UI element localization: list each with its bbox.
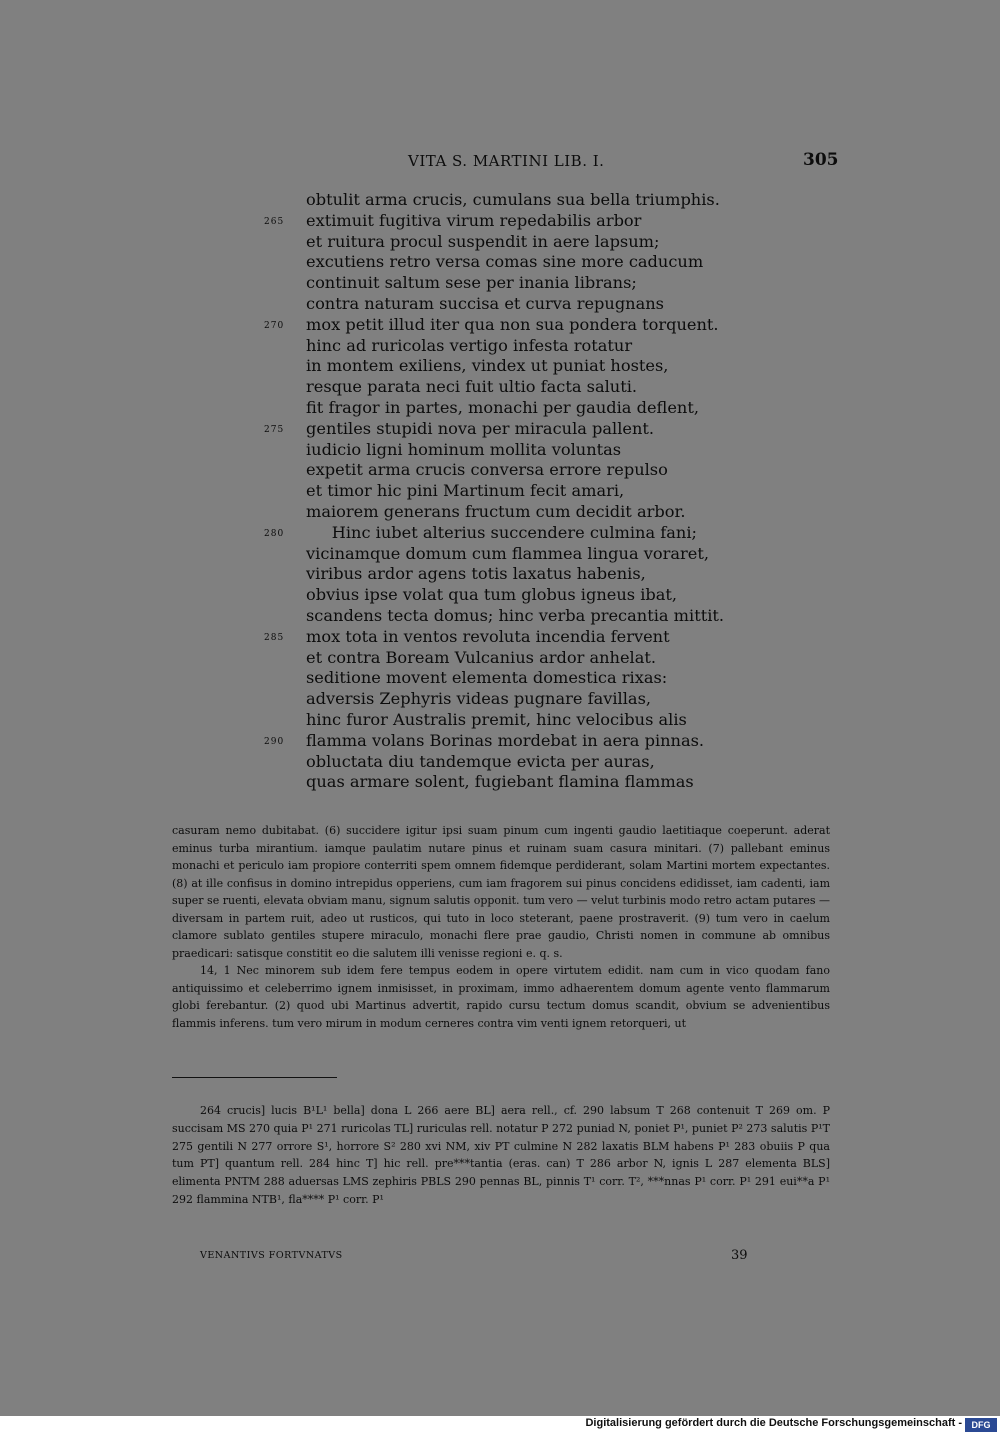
verse-number: 290 xyxy=(264,736,285,747)
verse-line xyxy=(0,419,1000,440)
verse-number: 265 xyxy=(264,216,285,227)
verse-text: fit fragor in partes, monachi per gaudia deflent, xyxy=(306,398,699,417)
page-number: 305 xyxy=(803,150,839,170)
verse-line xyxy=(0,585,1000,606)
verse-line xyxy=(0,252,1000,273)
verse-text: hinc ad ruricolas vertigo infesta rotatur xyxy=(306,335,633,355)
verse-line xyxy=(0,398,1000,419)
verse-line xyxy=(0,440,1000,461)
funding-footer xyxy=(0,1416,1000,1434)
verse-text: iudicio ligni hominum mollita voluntas xyxy=(306,439,622,459)
verse-text: mox petit illud iter qua non sua pondera torquent. xyxy=(306,314,719,334)
verse-text: viribus ardor agens totis laxatus habenis, xyxy=(306,564,646,584)
verse-text: et contra Boream Vulcanius ardor anhelat. xyxy=(306,647,657,667)
verse-text: in montem exiliens, vindex ut puniat hostes, xyxy=(306,356,669,376)
verse-text: obtulit arma crucis, cumulans sua bella triumphis. xyxy=(306,190,720,209)
verse-line xyxy=(0,772,1000,793)
verse-line xyxy=(0,211,1000,232)
verse-line xyxy=(0,606,1000,627)
verse-text: et ruitura procul suspendit in aere lapsum; xyxy=(306,231,660,251)
verse-line xyxy=(0,710,1000,731)
commentary xyxy=(172,822,830,1032)
verse-text: obvius ipse volat qua tum globus igneus ibat, xyxy=(306,585,678,605)
verse-line xyxy=(0,481,1000,502)
verse-line xyxy=(0,731,1000,752)
verse-number: 285 xyxy=(264,632,285,643)
verse-line xyxy=(0,294,1000,315)
verse-line xyxy=(0,668,1000,689)
verse-line xyxy=(0,336,1000,357)
verse-text: maiorem generans fructum cum decidit arbor. xyxy=(306,502,686,521)
funding-text: Digitalisierung gefördert durch die Deutsche Forschungsgemeinschaft - xyxy=(585,1417,962,1429)
verse-line xyxy=(0,377,1000,398)
running-title: VITA S. MARTINI LIB. I. xyxy=(408,152,605,170)
verse-line xyxy=(0,273,1000,294)
verse-text: gentiles stupidi nova per miracula pallent. xyxy=(306,418,655,438)
verse-text: obluctata diu tandemque evicta per auras, xyxy=(306,751,655,771)
verse-number: 280 xyxy=(264,528,285,539)
verse-line xyxy=(0,460,1000,481)
verse-line xyxy=(0,315,1000,336)
verse-line xyxy=(0,544,1000,565)
verse-text: flamma volans Borinas mordebat in aera pinnas. xyxy=(306,730,705,750)
verse-text: vicinamque domum cum flammea lingua voraret, xyxy=(306,543,710,563)
commentary-paragraph: casuram nemo dubitabat. (6) succidere igitur ipsi suam pinum cum ingenti gaudio laetitiaque coeperunt. aderat eminus turba mirantium. iamque paulatim nutare pinus et ruinam suam casura minitari. (7) pallebant eminus monachi et periculo iam propiore conterriti spem omnem fidemque perdiderant, solam Martini mortem expectantes. (8) at ille confisus in domino intrepidus opperiens, cum iam fragorem sui pinus concidens edidisset, iam cadenti, iam super se ruenti, elevata obviam manu, signum salutis opponit. tum vero — velut turbinis modo retro actam putares — diversam in partem ruit, adeo ut rusticos, qui tuto in loco steterant, paene prostraverit. (9) tum vero in caelum clamore sublato gentiles stupere miraculo, monachi flere prae gaudio, Christi nomen in commune ab omnibus praedicari: satisque constitit eo die salutem illi venisse regioni e. q. s. xyxy=(172,824,830,960)
verse-line xyxy=(0,523,1000,544)
signature-author: VENANTIVS FORTVNATVS xyxy=(200,1250,343,1261)
verse-line xyxy=(0,627,1000,648)
verse-line xyxy=(0,689,1000,710)
verse-text: excutiens retro versa comas sine more caducum xyxy=(306,252,704,272)
verse-number: 275 xyxy=(264,424,285,435)
critical-apparatus: 264 crucis] lucis B¹L¹ bella] dona L 266 aere BL] aera rell., cf. 290 labsum T 268 contenuit T 269 om. P succisam MS 270 quia P¹ 271 ruricolas TL] ruriculas rell. notatur P 272 puniad N, poniet P¹, puniet P² 273 salutis P¹T 275 gentili N 277 orrore S¹, horrore S² 280 xvi NM, xiv PT culmine N 282 laxatis BLM habens P¹ 283 obuiis P qua tum PT] quantum rell. 284 hinc T] hic rell. pre***tantia (eras. can) T 286 arbor N, ignis L 287 elementa BLS] elimenta PNTM 288 aduersas LMS zephiris PBLS 290 pennas BL, pinnis T¹ corr. T², ***nnas P¹ corr. P¹ 291 eui**a P¹ 292 flammina NTB¹, fla**** P¹ corr. P¹ xyxy=(172,1104,830,1206)
verse-text: continuit saltum sese per inania librans; xyxy=(306,273,637,293)
verse-line xyxy=(0,190,1000,211)
verse-line xyxy=(0,564,1000,585)
page-header xyxy=(0,152,1000,174)
verse-line xyxy=(0,232,1000,253)
signature-number: 39 xyxy=(731,1248,748,1263)
footnote-rule xyxy=(172,1077,337,1078)
verse-text: scandens tecta domus; hinc verba precantia mittit. xyxy=(306,606,725,625)
verse-text: resque parata neci fuit ultio facta saluti. xyxy=(306,377,638,397)
verse-text: quas armare solent, fugiebant flamina flammas xyxy=(306,772,694,792)
verse-line xyxy=(0,356,1000,377)
verse-text: et timor hic pini Martinum fecit amari, xyxy=(306,481,625,501)
verse-line xyxy=(0,502,1000,523)
verse-line xyxy=(0,752,1000,773)
printer-signature xyxy=(0,1248,1000,1268)
verse-text: adversis Zephyris videas pugnare favillas, xyxy=(306,689,652,709)
dfg-logo: DFG xyxy=(965,1418,997,1432)
verse-text: seditione movent elementa domestica rixas: xyxy=(306,668,668,688)
verse-line xyxy=(0,648,1000,669)
verse-number: 270 xyxy=(264,320,285,331)
verse-text: extimuit fugitiva virum repedabilis arbor xyxy=(306,210,642,230)
verse-text: expetit arma crucis conversa errore repulso xyxy=(306,460,668,480)
verse-text: contra naturam succisa et curva repugnans xyxy=(306,294,664,313)
commentary-paragraph: 14, 1 Nec minorem sub idem fere tempus eodem in opere virtutem edidit. nam cum in vico quodam fano antiquissimo et celeberrimo ignem inmisisset, in proximam, immo adhaerentem domum agente vento flammarum globi ferebantur. (2) quod ubi Martinus advertit, rapido cursu tectum domus scandit, obvium se advenientibus flammis inferens. tum vero mirum in modum cerneres contra vim venti ignem retorqueri, ut xyxy=(172,964,830,1030)
verse-text: Hinc iubet alterius succendere culmina fani; xyxy=(306,522,697,542)
verse-text: hinc furor Australis premit, hinc velocibus alis xyxy=(306,710,687,729)
verse-text: mox tota in ventos revoluta incendia fervent xyxy=(306,626,670,646)
